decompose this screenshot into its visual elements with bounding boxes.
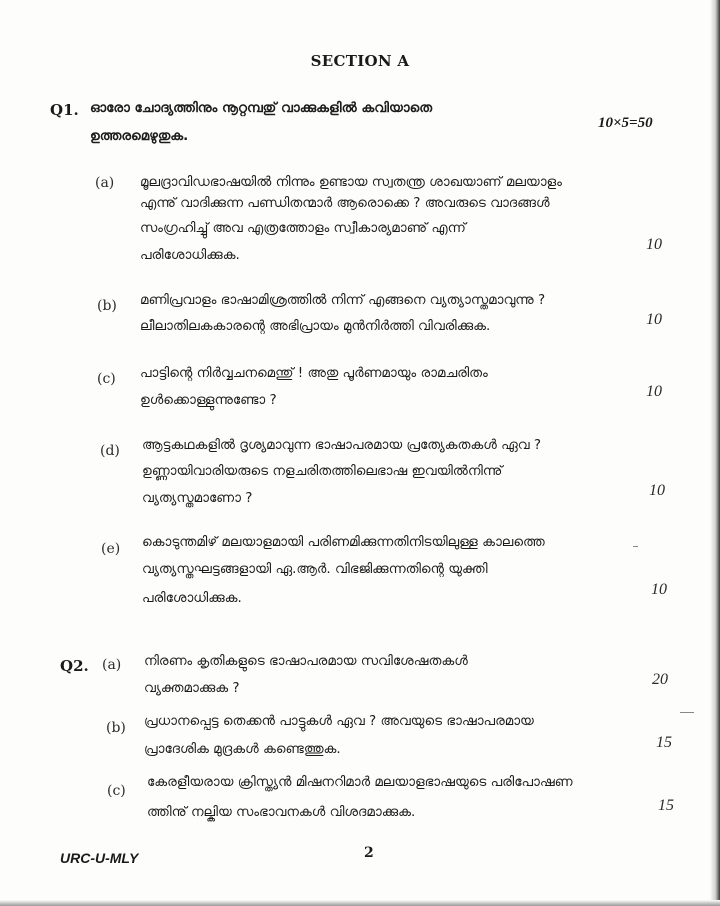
part-text-line: എന്നു് വാദിക്കുന്ന പണ്ഡിതന്മാർ ആരൊക്കെ ? അവരുടെ വാദങ്ങൾ — [140, 195, 550, 211]
part-text-line: നിരണം കൃതികളുടെ ഭാഷാപരമായ സവിശേഷതകൾ — [144, 653, 468, 669]
footer-page-number: 2 — [364, 845, 374, 861]
part-text-line: സംഗ്രഹിച്ചു് അവ എത്രത്തോളം സ്വീകാര്യമാണു് എന്ന് — [140, 220, 466, 236]
part-text-line: പരിശോധിക്കുക. — [142, 590, 242, 606]
part-text-line: വ്യത്യസ്തമാണോ ? — [142, 490, 253, 506]
section-title: SECTION A — [310, 52, 410, 70]
part-text-line: വ്യക്തമാക്കുക ? — [144, 680, 240, 696]
part-text-line: പരിശോധിക്കുക. — [140, 247, 240, 263]
part-text-line: പാട്ടിന്റെ നിർവ്വചനമെന്തു് ! അതു പൂർണമായും രാമചരിതം — [140, 365, 488, 381]
part-marks-q1e: 10 — [651, 581, 667, 598]
part-marks-q2a: 20 — [652, 671, 668, 688]
total-marks: 10×5=50 — [598, 115, 653, 131]
question-number-q1: Q1. — [50, 101, 79, 119]
part-text-line: ഉണ്ണായിവാരിയരുടെ നളചരിതത്തിലെഭാഷ ഇവയിൽനിന്നു് — [142, 463, 503, 479]
footer-paper-code: URC-U-MLY — [60, 850, 139, 866]
question-number-q2: Q2. — [60, 657, 89, 675]
stray-mark — [633, 546, 638, 547]
page-bottom-shadow — [0, 900, 720, 906]
question-instruction-line-2: ഉത്തരമെഴുതുക. — [90, 128, 189, 144]
part-text-line: ത്തിനു് നല്കിയ സംഭാവനകൾ വിശദമാക്കുക. — [147, 804, 416, 820]
part-marks-q1d: 10 — [649, 482, 665, 499]
part-text-line: കൊടുന്തമിഴ് മലയാളമായി പരിണമിക്കുന്നതിനിടയിലുള്ള കാലത്തെ — [142, 534, 545, 550]
part-text-line: മൂലദ്രാവിഡഭാഷയിൽ നിന്നും ഉണ്ടായ സ്വതന്ത്ര ശാഖയാണ് മലയാളം — [140, 174, 562, 190]
part-text-line: ലീലാതിലകകാരന്റെ അഭിപ്രായം മുൻനിർത്തി വിവരിക്കുക. — [140, 318, 491, 334]
part-marks-q2b: 15 — [656, 734, 672, 751]
part-text-line: ഉൾക്കൊള്ളുന്നുണ്ടോ ? — [140, 392, 277, 408]
part-label-q2c: (c) — [107, 783, 126, 799]
part-text-line: കേരളീയരായ ക്രിസ്ത്യൻ മിഷനറിമാർ മലയാളഭാഷയുടെ പരിപോഷണ — [147, 774, 573, 790]
part-label-q1e: (e) — [101, 541, 121, 557]
page-edge-shadow — [710, 0, 720, 906]
question-instruction-line-1: ഓരോ ചോദ്യത്തിനും നൂറ്റമ്പതു് വാക്കുകളിൽ കവിയാതെ — [90, 100, 433, 116]
part-marks-q1c: 10 — [646, 383, 662, 400]
part-label-q2b: (b) — [106, 720, 126, 736]
part-text-line: മണിപ്രവാളം ഭാഷാമിശ്രത്തിൽ നിന്ന് എങ്ങനെ വ്യത്യാസ്തമാവുന്നു ? — [140, 292, 546, 308]
part-label-q1c: (c) — [97, 371, 116, 387]
part-marks-q1a: 10 — [646, 236, 662, 253]
part-text-line: വ്യത്യസ്തഘട്ടങ്ങളായി ഏ.ആർ. വിഭജിക്കുന്നതിന്റെ യുക്തി — [142, 561, 488, 577]
part-label-q1b: (b) — [97, 298, 117, 314]
part-marks-q1b: 10 — [646, 311, 662, 328]
part-label-q1a: (a) — [95, 175, 115, 191]
part-label-q2a: (a) — [102, 657, 122, 673]
part-marks-q2c: 15 — [658, 797, 674, 814]
part-text-line: പ്രാദേശിക മുദ്രകൾ കണ്ടെത്തുക. — [144, 741, 341, 757]
part-text-line: ആട്ടകഥകളിൽ ദൃശ്യമാവുന്ന ഭാഷാപരമായ പ്രത്യേകതകൾ ഏവ ? — [142, 437, 542, 453]
stray-mark — [680, 712, 694, 713]
part-label-q1d: (d) — [100, 443, 120, 459]
part-text-line: പ്രധാനപ്പെട്ട തെക്കൻ പാട്ടുകൾ ഏവ ? അവയുടെ ഭാഷാപരമായ — [144, 713, 534, 729]
